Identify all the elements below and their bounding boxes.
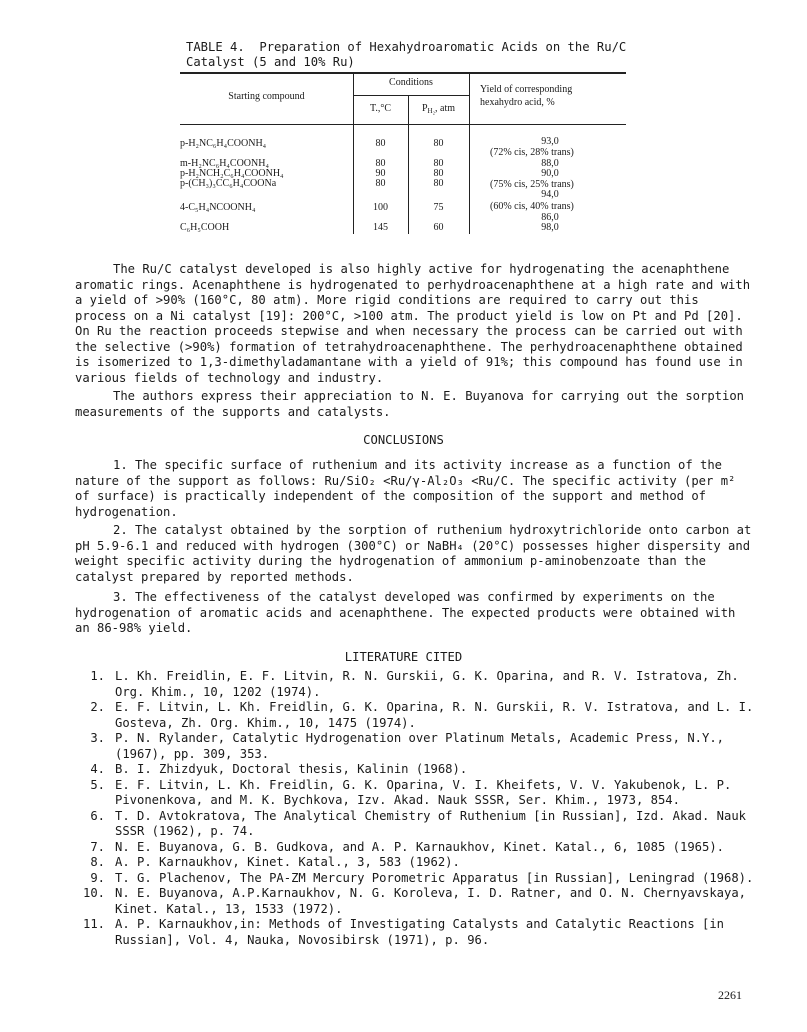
table-row-4-yield: 94,0 [541,189,559,200]
header-conditions: Conditions [389,77,433,88]
conclusion-3: 3. The effectiveness of the catalyst developed was confirmed by experiments on the hydrogenation of aromatic acids and acenaphthene. The expected products were obtained with an 86-98% yield. [75,590,736,635]
table-row-1-t: 80 [375,138,386,149]
table-row-2-yield: 88,0 [541,158,559,169]
table-row-1-yield: 93,0 [541,136,559,147]
table-row-1-note: (72% cis, 28% trans) [490,147,574,158]
table-row-3-compound: p-H₂NCH₂C₆H₄COONH₄ [180,168,284,179]
reference-item: 11. A. P. Karnaukhov,in: Methods of Investigating Catalysts and Catalytic Reactions [in Russian], Vol. 4, Nauka, Novosibirsk (1971), p. 96. [82,917,725,947]
reference-item: 9. T. G. Plachenov, The PA-ZM Mercury Porometric Apparatus [in Russian], Leningrad (1968). [90,870,754,885]
reference-item: 3. P. N. Rylander, Catalytic Hydrogenation over Platinum Metals, Academic Press, N.Y., (1967), pp. 309, 353. [90,731,725,761]
table-row-4-p: 80 [433,178,444,189]
body-paragraph-acknowledgment: The authors express their appreciation to N. E. Buyanova for carrying out the sorption measurements of the supports and catalysts. [75,389,745,419]
table-row-5-t: 100 [373,202,388,213]
table-row-5-note: (60% cis, 40% trans) [490,201,574,212]
table-row-4-compound: p-(CH₃)₃CC₆H₄COONa [180,178,277,189]
table-row-6-compound: C₆H₅COOH [180,222,230,233]
table-row-3-p: 80 [433,168,444,179]
table-caption-line2: Catalyst (5 and 10% Ru) [186,55,355,69]
header-starting-compound: Starting compound [228,91,305,102]
table-row-5-compound: 4-C₅H₄NCOONH₄ [180,202,256,213]
table-row-3-yield: 90,0 [541,168,559,179]
table-row-4-note: (75% cis, 25% trans) [490,179,574,190]
table-row-6-yield: 98,0 [541,222,559,233]
reference-item: 2. E. F. Litvin, L. Kh. Freidlin, G. K. Oparina, R. N. Gurskii, R. V. Istratova, and L. I. Gosteva, Zh. Org. Khim., 10, 1475 (1974). [90,700,754,730]
page-number: 2261 [718,988,742,1002]
header-pressure: $P_{H_2}$, atm [421,103,456,115]
table-row-1-p: 80 [433,138,444,149]
table-row-5-yield: 86,0 [541,212,559,223]
table-caption-line1: TABLE 4. Preparation of Hexahydroaromatic Acids on the Ru/C [186,40,627,54]
literature-cited-heading: LITERATURE CITED [344,650,463,664]
reference-item: 7. N. E. Buyanova, G. B. Gudkova, and A. P. Karnaukhov, Kinet. Katal., 6, 1085 (1965). [90,839,725,854]
table-row-2-compound: m-H₂NC₆H₄COONH₄ [180,158,269,169]
table-row-5-p: 75 [433,202,444,213]
data-table [180,72,626,234]
reference-list [75,669,765,948]
reference-item: 1. L. Kh. Freidlin, E. F. Litvin, R. N. Gurskii, G. K. Oparina, and R. V. Istratova, Zh. Org. Khim., 10, 1202 (1974). [90,669,739,699]
body-paragraph-acenaphthene: The Ru/C catalyst developed is also highly active for hydrogenating the acenaphthene aromatic rings. Acenaphthene is hydrogenated to perhydroacenaphthene at a high rate and with a yield of >90% (160°C, 80 atm). More rigid conditions are required to carry out this process on a Ni catalyst [19]: 200°C, >100 atm. The product yield is low on Pt and Pd [20]. On Ru the reaction proceeds stepwise and when necessary the process can be carried out with the selective (>90%) formation of tetrahydroacenaphthene. The perhydroacenaphthene obtained is isomerized to 1,3-dimethyladamantane with a yield of 91%; this compound has found use in various fields of technology and industry. [75,262,751,385]
table-row-3-t: 90 [375,168,386,179]
reference-item: 5. E. F. Litvin, L. Kh. Freidlin, G. K. Oparina, V. I. Kheifets, V. V. Yakubenok, L. P. Pivonenkova, and M. K. Bychkova, Izv. Akad. Nauk SSSR, Ser. Khim., 1973, 854. [90,777,732,807]
table-row-2-t: 80 [375,158,386,169]
table-caption [186,40,636,70]
table-row-1-compound: p-H₂NC₆H₄COONH₄ [180,138,267,149]
reference-item: 10. N. E. Buyanova, A.P.Karnaukhov, N. G. Koroleva, I. D. Ratner, and O. N. Chernyavskaya, Kinet. Katal., 13, 1533 (1972). [82,886,747,916]
reference-item: 8. A. P. Karnaukhov, Kinet. Katal., 3, 583 (1962). [90,855,460,869]
table-row-6-p: 60 [433,222,444,233]
conclusion-1: 1. The specific surface of ruthenium and its activity increase as a function of the nature of the support as follows: Ru/SiO₂ <Ru/γ-Al₂O₃ <Ru/C. The specific activity (per m² of surface) is practically independent of the composition of the support and method of hydrogenation. [75,458,736,519]
table-row-2-p: 80 [433,158,444,169]
reference-item: 6. T. D. Avtokratova, The Analytical Chemistry of Ruthenium [in Russian], Izd. Akad. Nauk SSSR (1962), p. 74. [90,808,747,838]
table-row-4-t: 80 [375,178,386,189]
table-row-6-t: 145 [373,222,388,233]
header-yield-line1: Yield of corresponding [480,84,573,95]
header-temperature: T.,°C [369,103,392,114]
header-yield-line2: hexahydro acid, % [480,97,555,108]
reference-item: 4. B. I. Zhizdyuk, Doctoral thesis, Kalinin (1968). [90,762,468,776]
conclusion-2: 2. The catalyst obtained by the sorption of ruthenium hydroxytrichloride onto carbon at pH 5.9-6.1 and reduced with hydrogen (300°C) or NaBH₄ (20°C) possesses higher dispersity and weight specific activity during the hydrogenation of ammonium p-aminobenzoate than the catalyst prepared by reported methods. [75,523,752,584]
conclusions-heading: CONCLUSIONS [363,433,444,447]
